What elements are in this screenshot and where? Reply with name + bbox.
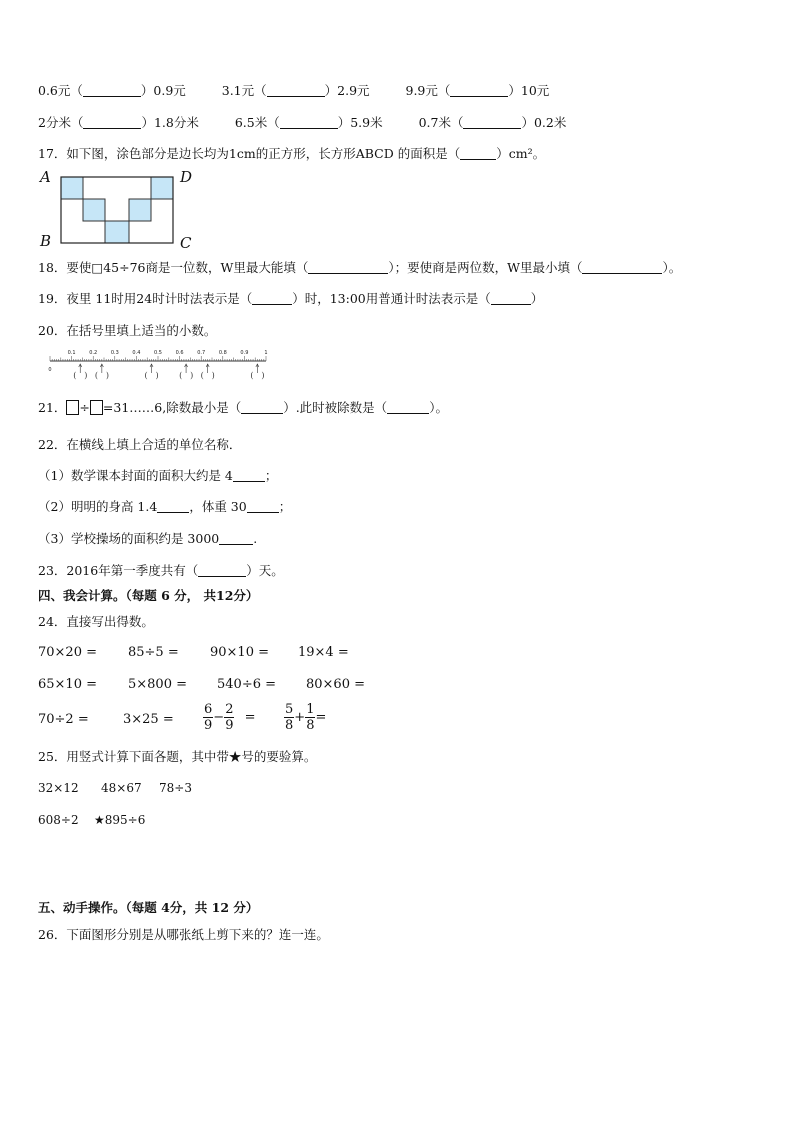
ruler-label: 0.6 xyxy=(175,350,184,356)
question-18: 18．要使□45÷76商是一位数，W里最大能填（ ）；要使商是两位数，W里最小填（ ）。 xyxy=(38,260,682,275)
ruler-label: 0.4 xyxy=(132,350,141,356)
open-paren: ( xyxy=(179,371,183,380)
answer-blank[interactable] xyxy=(157,500,189,513)
number-ruler xyxy=(44,348,280,384)
ruler-label: 0.9 xyxy=(240,350,249,356)
question-22-part-2: （2）明明的身高 1.4 ，体重 30 ； xyxy=(38,499,292,514)
section-5-heading: 五、动手操作。（每题 4分，共 12 分） xyxy=(38,900,259,915)
answer-blank[interactable] xyxy=(582,261,662,274)
answer-blank[interactable] xyxy=(247,500,279,513)
vertical-calc-item: 48×67 xyxy=(101,781,142,795)
close-paren: ) xyxy=(190,371,194,380)
answer-blank[interactable] xyxy=(267,84,325,97)
compare-row-1: 0.6元（ ）0.9元 3.1元（ ）2.9元 9.9元（ ）10元 xyxy=(38,83,550,98)
answer-blank[interactable] xyxy=(83,116,141,129)
question-26: 26．下面图形分别是从哪张纸上剪下来的？连一连。 xyxy=(38,927,329,942)
calc-item: 19×4 = xyxy=(298,645,349,660)
question-21: 21． ÷ =31……6,除数最小是（ ）.此时被除数是（ ）。 xyxy=(38,400,448,415)
close-paren: ) xyxy=(155,371,159,380)
calc-item: 90×10 = xyxy=(210,645,270,660)
calc-item: 5×800 = xyxy=(128,677,188,692)
compare-row-2: 2分米（ ）1.8分米 6.5米（ ）5.9米 0.7米（ ）0.2米 xyxy=(38,115,567,130)
fraction-expression-2: $\frac{5}{8}$ + $\frac{1}{8}$ = xyxy=(285,702,327,733)
ruler-label: 0.7 xyxy=(197,350,206,356)
vertical-calc-item: 78÷3 xyxy=(159,781,192,795)
section-4-heading: 四、我会计算。（每题 6 分， 共12分） xyxy=(38,588,259,603)
calc-item: 3×25 = xyxy=(123,712,174,727)
open-paren: ( xyxy=(94,371,98,380)
question-22: 22．在横线上填上合适的单位名称． xyxy=(38,437,242,452)
question-19: 19．夜里 11时用24时计时法表示是（ ）时，13:00用普通计时法表示是（ ） xyxy=(38,291,544,306)
rectangle-abcd-figure xyxy=(38,168,198,254)
calc-item: 70÷2 = xyxy=(38,712,89,727)
label-c: C xyxy=(180,234,192,252)
fraction-expression-1: $\frac{6}{9}$ − $\frac{2}{9}$ = xyxy=(204,702,256,733)
ruler-label: 0.2 xyxy=(89,350,98,356)
grid-rectangle xyxy=(38,168,198,254)
answer-blank[interactable] xyxy=(219,532,253,545)
vertical-calc-item: 608÷2 xyxy=(38,813,79,827)
calc-item: 80×60 = xyxy=(306,677,366,692)
open-paren: ( xyxy=(73,371,77,380)
calc-item: 70×20 = xyxy=(38,645,98,660)
open-paren: ( xyxy=(200,371,204,380)
ruler-label: 0.3 xyxy=(110,350,119,356)
blank-box[interactable] xyxy=(90,400,103,415)
question-24: 24．直接写出得数。 xyxy=(38,614,154,629)
ruler-label: 0.1 xyxy=(67,350,76,356)
answer-blank[interactable] xyxy=(308,261,388,274)
vertical-calc-item: 32×12 xyxy=(38,781,79,795)
question-25: 25．用竖式计算下面各题，其中带★号的要验算。 xyxy=(38,749,317,764)
label-b: B xyxy=(40,232,52,250)
label-a: A xyxy=(40,168,51,186)
close-paren: ) xyxy=(211,371,215,380)
answer-blank[interactable] xyxy=(387,401,429,414)
question-22-part-3: （3）学校操场的面积约是 3000 . xyxy=(38,531,258,546)
question-20: 20．在括号里填上适当的小数。 xyxy=(38,323,217,338)
question-22-part-1: （1）数学课本封面的面积大约是 4 ； xyxy=(38,468,278,483)
question-23: 23．2016年第一季度共有（ ）天。 xyxy=(38,563,284,578)
ruler-label: 1 xyxy=(264,350,268,356)
open-paren: ( xyxy=(144,371,148,380)
answer-blank[interactable] xyxy=(491,292,531,305)
calc-item: 65×10 = xyxy=(38,677,98,692)
ruler-label: 0.5 xyxy=(154,350,162,356)
calc-item: 540÷6 = xyxy=(217,677,277,692)
answer-blank[interactable] xyxy=(280,116,338,129)
ruler-label: 0 xyxy=(48,367,52,373)
answer-blank[interactable] xyxy=(460,147,496,160)
open-paren: ( xyxy=(250,371,254,380)
answer-blank[interactable] xyxy=(252,292,292,305)
answer-blank[interactable] xyxy=(241,401,283,414)
blank-box[interactable] xyxy=(66,400,79,415)
close-paren: ) xyxy=(261,371,265,380)
answer-blank[interactable] xyxy=(198,564,246,577)
vertical-calc-item: ★895÷6 xyxy=(94,813,146,827)
close-paren: ) xyxy=(84,371,88,380)
answer-blank[interactable] xyxy=(463,116,521,129)
question-17: 17．如下图，涂色部分是边长均为1cm的正方形，长方形ABCD 的面积是（ ）cm²。 xyxy=(38,146,546,161)
label-d: D xyxy=(180,168,193,186)
answer-blank[interactable] xyxy=(83,84,141,97)
calc-item: 85÷5 = xyxy=(128,645,179,660)
close-paren: ) xyxy=(105,371,109,380)
ruler-label: 0.8 xyxy=(218,350,227,356)
answer-blank[interactable] xyxy=(233,469,265,482)
answer-blank[interactable] xyxy=(450,84,508,97)
